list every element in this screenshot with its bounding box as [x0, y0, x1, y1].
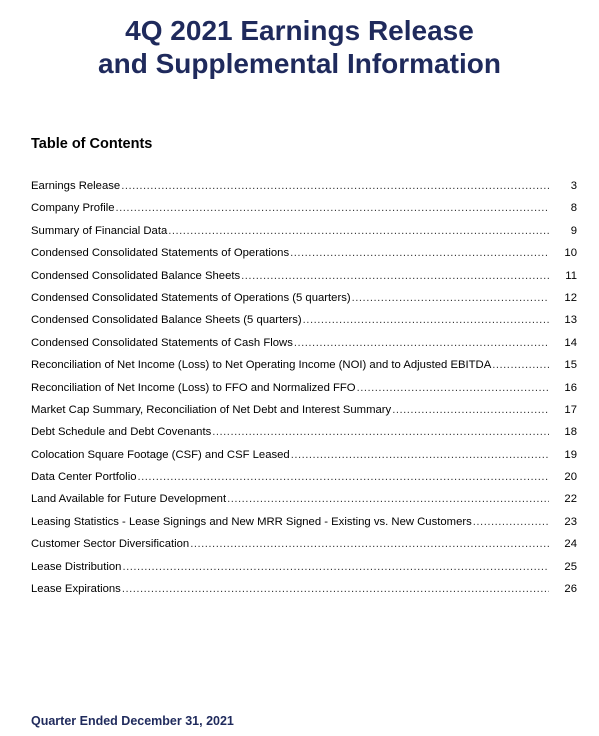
dot-leader: [392, 404, 549, 416]
toc-entry-page: 23: [564, 515, 577, 528]
toc-entry-label: Summary of Financial Data: [31, 224, 168, 237]
toc-entry-noi-ebitda-reconciliation[interactable]: [31, 359, 577, 381]
dot-leader: [138, 471, 550, 483]
dot-leader: [227, 493, 549, 505]
toc-entry-page: 14: [564, 336, 577, 349]
toc-entry-label: Customer Sector Diversification: [31, 538, 190, 551]
toc-entry-label: Leasing Statistics - Lease Signings and New MRR Signed - Existing vs. New Customers: [31, 515, 472, 528]
toc-entry-page: 16: [564, 381, 577, 394]
toc-entry-page: 25: [564, 560, 577, 573]
dot-leader: [291, 449, 549, 461]
toc-entry-data-center-portfolio[interactable]: [31, 471, 577, 493]
toc-entry-page: 12: [564, 291, 577, 304]
report-period: Quarter Ended December 31, 2021: [31, 714, 234, 728]
dot-leader: [357, 382, 549, 394]
toc-entry-page: 15: [564, 359, 577, 372]
toc-entry-page: 13: [564, 314, 577, 327]
toc-heading: Table of Contents: [31, 136, 153, 152]
toc-entry-company-profile[interactable]: [31, 202, 577, 224]
title-line-2: and Supplemental Information: [98, 48, 501, 79]
dot-leader: [473, 516, 549, 528]
toc-entry-page: 11: [565, 269, 577, 282]
toc-entry-page: 17: [564, 403, 577, 416]
toc-entry-cash-flows[interactable]: [31, 337, 577, 359]
toc-entry-page: 19: [564, 448, 577, 461]
toc-entry-page: 10: [564, 247, 577, 260]
table-of-contents: [31, 180, 577, 605]
toc-entry-customer-sector[interactable]: [31, 538, 577, 560]
dot-leader: [121, 180, 549, 192]
dot-leader: [492, 359, 549, 371]
toc-entry-ffo-reconciliation[interactable]: [31, 382, 577, 404]
toc-entry-label: Market Cap Summary, Reconciliation of Net Debt and Interest Summary: [31, 403, 392, 416]
toc-entry-market-cap-summary[interactable]: [31, 404, 577, 426]
dot-leader: [303, 314, 549, 326]
toc-entry-page: 9: [570, 224, 577, 237]
toc-entry-label: Land Available for Future Development: [31, 493, 227, 506]
dot-leader: [168, 225, 549, 237]
dot-leader: [294, 337, 549, 349]
toc-entry-label: Condensed Consolidated Statements of Operations: [31, 247, 290, 260]
dot-leader: [290, 247, 549, 259]
title-line-1: 4Q 2021 Earnings Release: [125, 15, 474, 46]
toc-entry-colocation-square-footage[interactable]: [31, 449, 577, 471]
toc-entry-label: Data Center Portfolio: [31, 471, 137, 484]
toc-entry-statements-operations[interactable]: [31, 247, 577, 269]
toc-entry-label: Condensed Consolidated Balance Sheets (5 quarters): [31, 314, 302, 327]
toc-entry-earnings-release[interactable]: [31, 180, 577, 202]
toc-entry-lease-expirations[interactable]: [31, 583, 577, 605]
toc-entry-summary-financial-data[interactable]: [31, 225, 577, 247]
toc-entry-label: Colocation Square Footage (CSF) and CSF Leased: [31, 448, 290, 461]
toc-entry-land-available[interactable]: [31, 493, 577, 515]
toc-entry-page: 22: [564, 493, 577, 506]
toc-entry-label: Lease Expirations: [31, 583, 121, 596]
toc-entry-statements-operations-5q[interactable]: [31, 292, 577, 314]
toc-entry-label: Debt Schedule and Debt Covenants: [31, 426, 212, 439]
toc-entry-label: Reconciliation of Net Income (Loss) to FFO and Normalized FFO: [31, 381, 356, 394]
dot-leader: [190, 538, 549, 550]
dot-leader: [352, 292, 549, 304]
dot-leader: [212, 426, 549, 438]
toc-entry-page: 8: [570, 202, 577, 215]
toc-entry-debt-schedule[interactable]: [31, 426, 577, 448]
dot-leader: [241, 270, 549, 282]
toc-entry-label: Earnings Release: [31, 180, 121, 192]
toc-entry-leasing-statistics[interactable]: [31, 516, 577, 538]
toc-entry-label: Condensed Consolidated Statements of Cash Flows: [31, 336, 293, 349]
toc-entry-page: 3: [570, 180, 577, 192]
toc-entry-balance-sheets[interactable]: [31, 270, 577, 292]
toc-entry-label: Condensed Consolidated Statements of Operations (5 quarters): [31, 291, 351, 304]
toc-entry-label: Reconciliation of Net Income (Loss) to Net Operating Income (NOI) and to Adjusted EBITDA: [31, 359, 492, 372]
dot-leader: [122, 583, 549, 595]
toc-entry-balance-sheets-5q[interactable]: [31, 314, 577, 336]
document-title: [0, 14, 599, 80]
toc-entry-page: 26: [564, 583, 577, 596]
toc-entry-page: 24: [564, 538, 577, 551]
toc-entry-page: 18: [564, 426, 577, 439]
dot-leader: [116, 202, 549, 214]
toc-entry-label: Condensed Consolidated Balance Sheets: [31, 269, 241, 282]
toc-entry-label: Company Profile: [31, 202, 115, 215]
dot-leader: [122, 561, 549, 573]
toc-entry-lease-distribution[interactable]: [31, 561, 577, 583]
toc-entry-label: Lease Distribution: [31, 560, 122, 573]
toc-entry-page: 20: [564, 471, 577, 484]
